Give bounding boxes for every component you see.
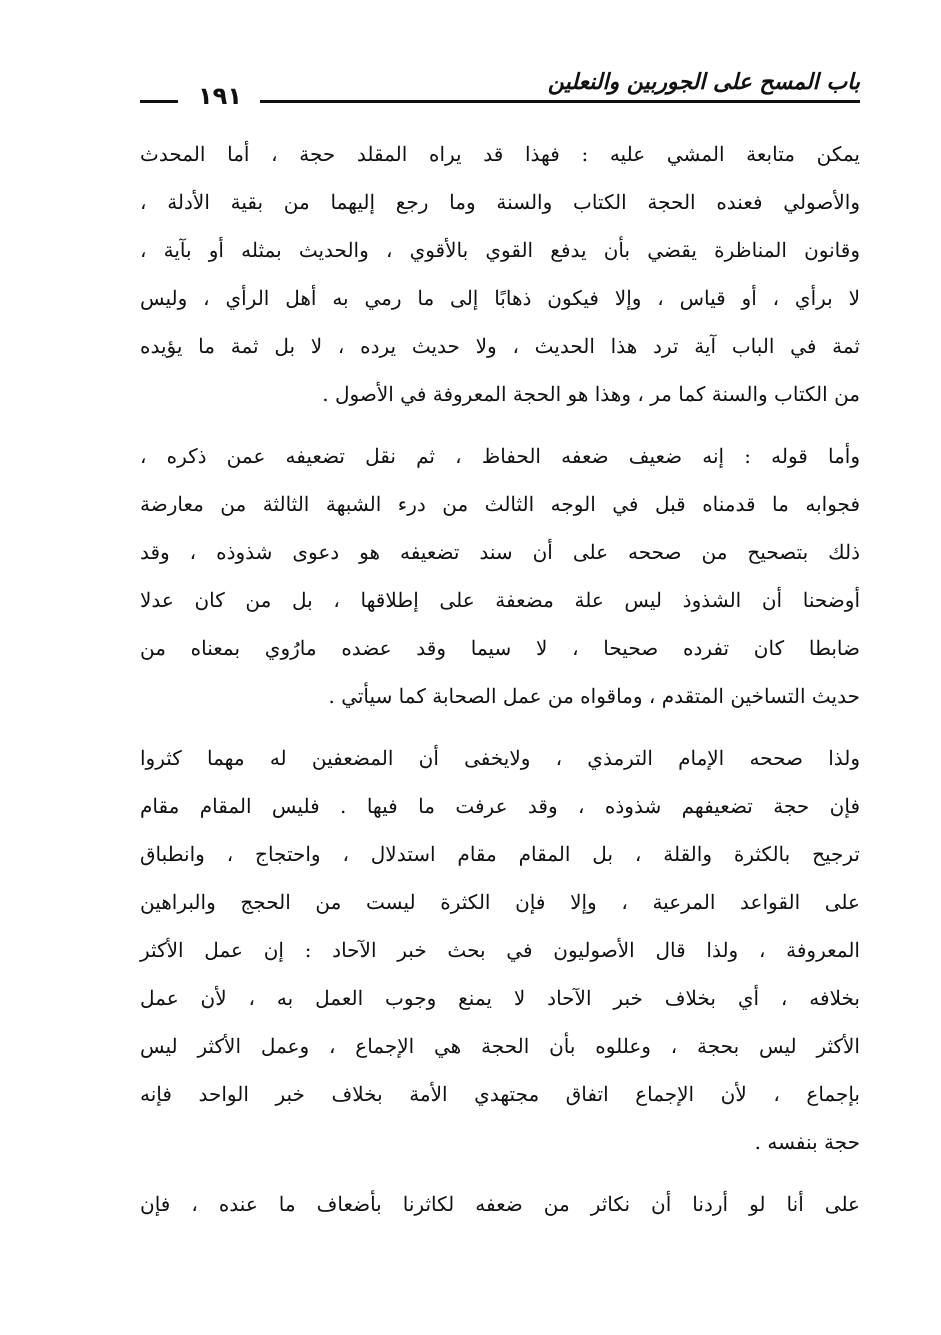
text-line: يمكن متابعة المشي عليه : فهذا قد يراه المقلد حجة ، أما المحدث xyxy=(140,142,860,166)
text-line: الأكثر ليس بحجة ، وعللوه بأن الحجة هي الإجماع ، وعمل الأكثر ليس xyxy=(140,1034,860,1058)
text-line: ثمة في الباب آية ترد هذا الحديث ، ولا حديث يرده ، لا بل ثمة ما يؤيده xyxy=(140,334,860,358)
chapter-title: باب المسح على الجوربين والنعلين xyxy=(547,70,860,95)
text-line: بخلافه ، أي بخلاف خبر الآحاد لا يمنع وجوب العمل به ، لأن عمل xyxy=(140,986,860,1010)
text-line: بإجماع ، لأن الإجماع اتفاق مجتهدي الأمة بخلاف خبر الواحد فإنه xyxy=(140,1082,860,1106)
text-line: أوضحنا أن الشذوذ ليس علة مضعفة على إطلاقها ، بل من كان عدلا xyxy=(140,588,860,612)
page-number: ١٩١ xyxy=(190,82,250,110)
page-body xyxy=(140,130,860,1242)
text-line: من الكتاب والسنة كما مر ، وهذا هو الحجة المعروفة في الأصول . xyxy=(322,382,860,406)
paragraph xyxy=(140,1180,860,1228)
text-line: ترجيح بالكثرة والقلة ، بل المقام مقام استدلال ، واحتجاج ، وانطباق xyxy=(140,842,860,866)
text-line: لا برأي ، أو قياس ، وإلا فيكون ذهابًا إلى ما رمي به أهل الرأي ، وليس xyxy=(140,286,860,310)
text-line: على أنا لو أردنا أن نكاثر من ضعفه لكاثرنا بأضعاف ما عنده ، فإن xyxy=(140,1192,860,1216)
text-line: حجة بنفسه . xyxy=(754,1130,860,1154)
text-line: وأما قوله : إنه ضعيف ضعفه الحفاظ ، ثم نقل تضعيفه عمن ذكره ، xyxy=(140,444,861,468)
paragraph xyxy=(140,130,860,418)
text-line: والأصولي فعنده الحجة الكتاب والسنة وما رجع إليهما من بقية الأدلة ، xyxy=(140,190,860,214)
text-line: حديث التساخين المتقدم ، وماقواه من عمل الصحابة كما سيأتي . xyxy=(328,684,860,708)
text-line: ولذا صححه الإمام الترمذي ، ولايخفى أن المضعفين له مهما كثروا xyxy=(140,746,860,770)
paragraph xyxy=(140,432,860,720)
header-dash xyxy=(140,100,178,103)
text-line: ضابطا كان تفرده صحيحا ، لا سيما وقد عضده مارُوي بمعناه من xyxy=(140,636,860,660)
text-line: المعروفة ، ولذا قال الأصوليون في بحث خبر الآحاد : إن عمل الأكثر xyxy=(140,938,860,962)
text-line: وقانون المناظرة يقضي بأن يدفع القوي بالأقوي ، والحديث بمثله أو بآية ، xyxy=(140,238,860,262)
page-header xyxy=(140,70,860,120)
header-rule xyxy=(260,100,860,103)
text-line: فإن حجة تضعيفهم شذوذه ، وقد عرفت ما فيها . فليس المقام مقام xyxy=(140,794,860,818)
paragraph xyxy=(140,734,860,1166)
text-line: فجوابه ما قدمناه قبل في الوجه الثالث من درء الشبهة الثالثة من معارضة xyxy=(140,492,860,516)
text-line: ذلك بتصحيح من صححه على أن سند تضعيفه هو دعوى شذوذه ، وقد xyxy=(140,540,860,564)
text-line: على القواعد المرعية ، وإلا فإن الكثرة ليست من الحجج والبراهين xyxy=(140,890,860,914)
